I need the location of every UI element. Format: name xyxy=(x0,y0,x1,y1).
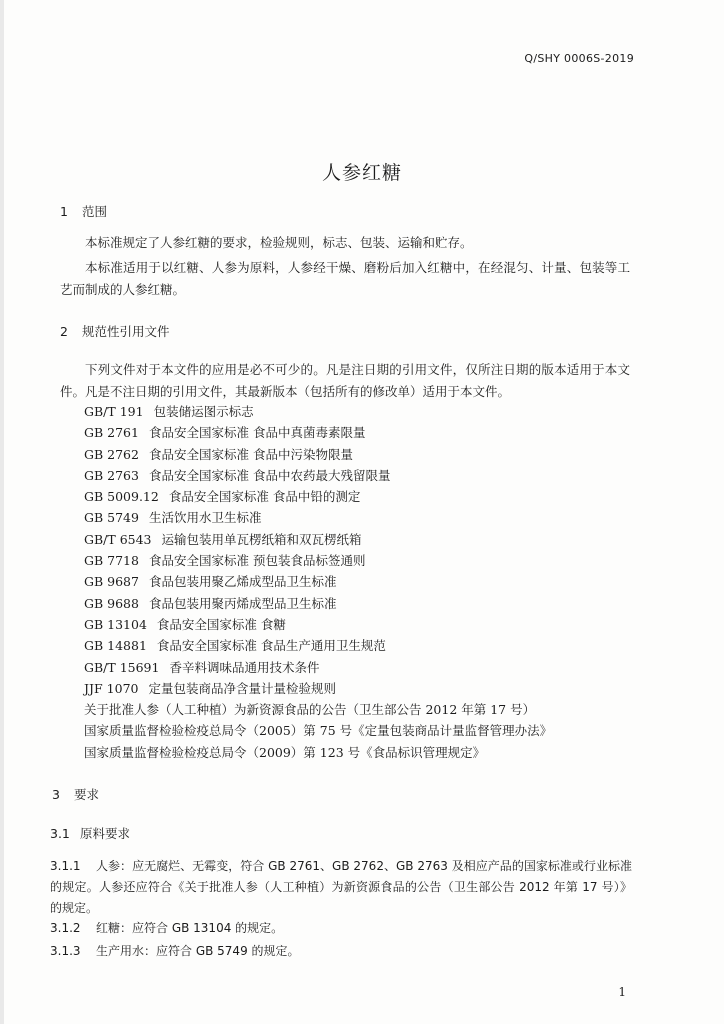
scan-edge xyxy=(0,0,4,1024)
list-item: 国家质量监督检验检疫总局令（2005）第 75 号《定量包装商品计量监督管理办法》 xyxy=(84,723,553,739)
list-item: GB 5749 生活饮用水卫生标准 xyxy=(84,510,262,526)
subsection-number: 3.1 xyxy=(50,826,70,841)
section-2-heading xyxy=(60,322,170,340)
reference-list xyxy=(84,401,624,763)
section-number: 3 xyxy=(52,787,60,802)
section-1-heading xyxy=(60,202,107,220)
list-item: GB/T 15691 香辛料调味品通用技术条件 xyxy=(84,659,320,675)
requirement-item xyxy=(50,856,632,919)
standard-number: Q/SHY 0006S-2019 xyxy=(524,52,634,65)
page-number: 1 xyxy=(618,985,626,999)
section-title: 要求 xyxy=(74,787,100,802)
scope-paragraph: 本标准适用于以红糖、人参为原料，人参经干燥、磨粉后加入红糖中，在经混匀、计量、包装等工艺而制成的人参红糖。 xyxy=(60,260,630,297)
list-item: GB 5009.12 食品安全国家标准 食品中铅的测定 xyxy=(84,489,361,505)
clause-text: 红糖：应符合 GB 13104 的规定。 xyxy=(96,921,284,935)
list-item: GB 7718 食品安全国家标准 预包装食品标签通则 xyxy=(84,553,366,569)
references-intro: 下列文件对于本文件的应用是必不可少的。凡是注日期的引用文件，仅所注日期的版本适用于本文件。凡是不注日期的引用文件，其最新版本（包括所有的修改单）适用于本文件。 xyxy=(60,362,630,399)
list-item: GB 9687 食品包装用聚乙烯成型品卫生标准 xyxy=(84,574,337,590)
subsection-3-1-heading xyxy=(50,824,130,842)
section-3-heading xyxy=(52,785,99,803)
section-title: 规范性引用文件 xyxy=(82,324,170,339)
list-item: GB 2763 食品安全国家标准 食品中农药最大残留限量 xyxy=(84,467,391,483)
clause-text: 人参：应无腐烂、无霉变，符合 GB 2761、GB 2762、GB 2763 及相应产品的国家标准或行业标准的规定。人参还应符合《关于批准人参（人工种植）为新资源食品的公告（卫生部公告 2012 年第 17 号）》的规定。 xyxy=(50,859,632,915)
list-item: GB 2761 食品安全国家标准 食品中真菌毒素限量 xyxy=(84,425,366,441)
scope-paragraph: 本标准规定了人参红糖的要求，检验规则，标志、包装、运输和贮存。 xyxy=(85,235,473,250)
section-number: 2 xyxy=(60,324,68,339)
section-number: 1 xyxy=(60,204,68,219)
list-item: GB/T 6543 运输包装用单瓦楞纸箱和双瓦楞纸箱 xyxy=(84,531,362,547)
clause-number: 3.1.1 xyxy=(50,859,81,873)
section-title: 范围 xyxy=(82,204,108,219)
clause-number: 3.1.3 xyxy=(50,944,81,958)
clause-text: 生产用水：应符合 GB 5749 的规定。 xyxy=(96,944,300,958)
list-item: 关于批准人参（人工种植）为新资源食品的公告（卫生部公告 2012 年第 17 号） xyxy=(84,702,536,718)
page-title: 人参红糖 xyxy=(321,162,402,184)
requirement-item xyxy=(50,941,632,962)
list-item: GB 9688 食品包装用聚丙烯成型品卫生标准 xyxy=(84,595,337,611)
list-item: GB/T 191 包装储运图示标志 xyxy=(84,404,254,419)
list-item: GB 2762 食品安全国家标准 食品中污染物限量 xyxy=(84,446,353,462)
clause-number: 3.1.2 xyxy=(50,921,81,935)
requirement-item xyxy=(50,918,632,939)
list-item: JJF 1070 定量包装商品净含量计量检验规则 xyxy=(84,680,336,696)
list-item: GB 14881 食品安全国家标准 食品生产通用卫生规范 xyxy=(84,638,386,654)
list-item: GB 13104 食品安全国家标准 食糖 xyxy=(84,616,286,632)
subsection-title: 原料要求 xyxy=(80,826,131,841)
list-item: 国家质量监督检验检疫总局令（2009）第 123 号《食品标识管理规定》 xyxy=(84,744,486,760)
